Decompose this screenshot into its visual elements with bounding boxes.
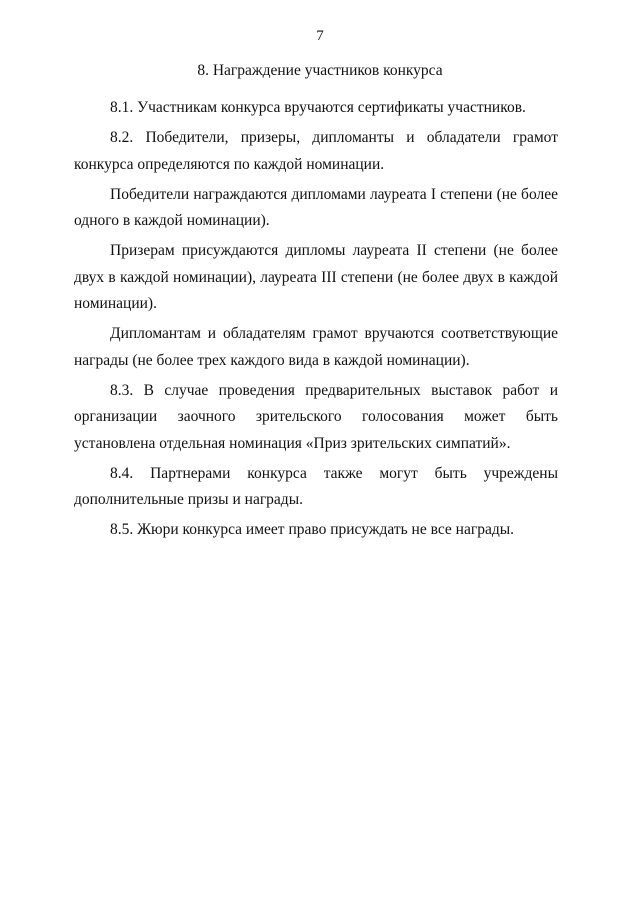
paragraph-8-4: 8.4. Партнерами конкурса также могут быть учреждены дополнительные призы и награды. — [74, 464, 558, 508]
section-heading: 8. Награждение участников конкурса — [197, 62, 443, 79]
paragraph-8-5: 8.5. Жюри конкурса имеет право присуждать не все награды. — [110, 521, 514, 538]
paragraph-prizewinners: Призерам присуждаются дипломы лауреата II степени (не более двух в каждой номинации), лауреата III степени (не более двух в каждой номинации). — [74, 242, 558, 312]
paragraph-8-2: 8.2. Победители, призеры, дипломанты и обладатели грамот конкурса определяются по каждой номинации. — [74, 129, 558, 173]
paragraph-diploma-holders: Дипломантам и обладателям грамот вручаются соответствующие награды (не более трех каждого вида в каждой номинации). — [74, 325, 558, 369]
paragraph-8-3: 8.3. В случае проведения предварительных выставок работ и организации заочного зрительского голосования может быть установлена отдельная номинация «Приз зрительских симпатий». — [74, 381, 558, 452]
page-number: 7 — [316, 28, 324, 44]
paragraph-winners: Победители награждаются дипломами лауреата I степени (не более одного в каждой номинации). — [74, 185, 558, 229]
document-body — [74, 95, 558, 544]
paragraph-8-1: 8.1. Участникам конкурса вручаются сертификаты участников. — [110, 99, 526, 116]
